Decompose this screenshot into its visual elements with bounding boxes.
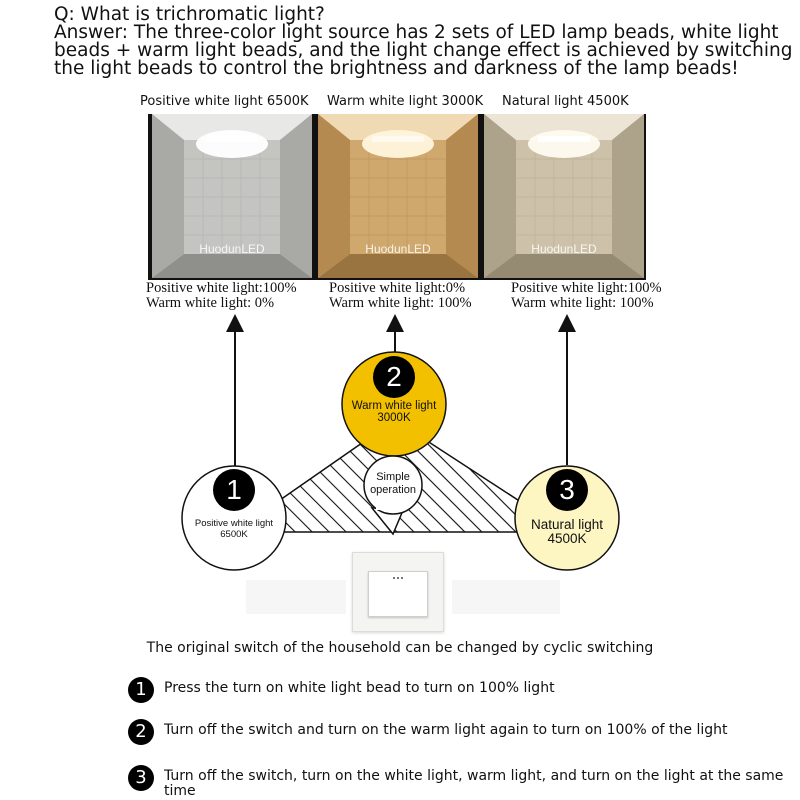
answer-line-1: Answer: The three-color light source has 2 sets of LED lamp beads, white light [54, 22, 779, 43]
panel-caption-warm: Warm white light 3000K [327, 94, 484, 109]
step-text: Turn off the switch and turn on the warm light again to turn on 100% of the light [164, 722, 728, 738]
warm-mode-label [340, 400, 448, 424]
mode-name: Warm white light [351, 400, 437, 412]
warm-mode-number: 2 [386, 361, 402, 392]
switch-note: The original switch of the household can be changed by cyclic switching [146, 640, 654, 656]
switch-indicator-dots [393, 577, 403, 582]
mode-kelvin: 4500K [547, 531, 587, 546]
wall-backdrop-right [452, 580, 560, 614]
panel-caption-white: Positive white light 6500K [140, 94, 309, 109]
wall-switch-rocker [368, 571, 428, 617]
natural-mode-number: 3 [559, 474, 575, 505]
wall-backdrop-left [246, 580, 346, 614]
mode-name: Positive white light [194, 518, 274, 529]
white-mode-label [180, 518, 288, 540]
wall-switch-plate [352, 552, 444, 632]
panel-caption-natural: Natural light 4500K [502, 94, 629, 109]
step-text: Press the turn on white light bead to turn on 100% light [164, 680, 555, 696]
step-number-badge: 2 [128, 719, 154, 745]
arrow-up-white [226, 314, 244, 470]
mode-kelvin: 3000K [377, 412, 411, 424]
answer-line-2: beads + warm light beads, and the light change effect is achieved by switching [54, 40, 793, 61]
question-line: Q: What is trichromatic light? [54, 4, 325, 25]
arrow-up-warm [386, 314, 404, 354]
brand-watermark: HuodunLED [199, 242, 265, 256]
ratio-line-positive: Positive white light:0% [329, 280, 466, 296]
natural-mode-label [512, 518, 622, 546]
white-mode-number: 1 [226, 474, 242, 505]
step-number-badge: 1 [128, 677, 154, 703]
ratio-line-warm: Warm white light: 100% [511, 295, 654, 311]
brand-watermark: HuodunLED [365, 242, 431, 256]
brand-watermark: HuodunLED [531, 242, 597, 256]
arrow-up-natural [558, 314, 576, 465]
ratio-line-warm: Warm white light: 0% [146, 295, 275, 311]
step-number-badge: 3 [128, 765, 154, 791]
answer-line-3: the light beads to control the brightness and darkness of the lamp beads! [54, 58, 739, 79]
ratio-line-positive: Positive white light:100% [146, 280, 297, 296]
mode-kelvin: 6500K [220, 529, 248, 540]
ratio-line-positive: Positive white light:100% [511, 280, 662, 296]
ratio-line-warm: Warm white light: 100% [329, 295, 472, 311]
simple-operation-label: Simple operation [370, 471, 416, 496]
mode-name: Natural light [530, 517, 604, 532]
step-text: Turn off the switch, turn on the white light, warm light, and turn on the light at the same time [164, 768, 784, 799]
